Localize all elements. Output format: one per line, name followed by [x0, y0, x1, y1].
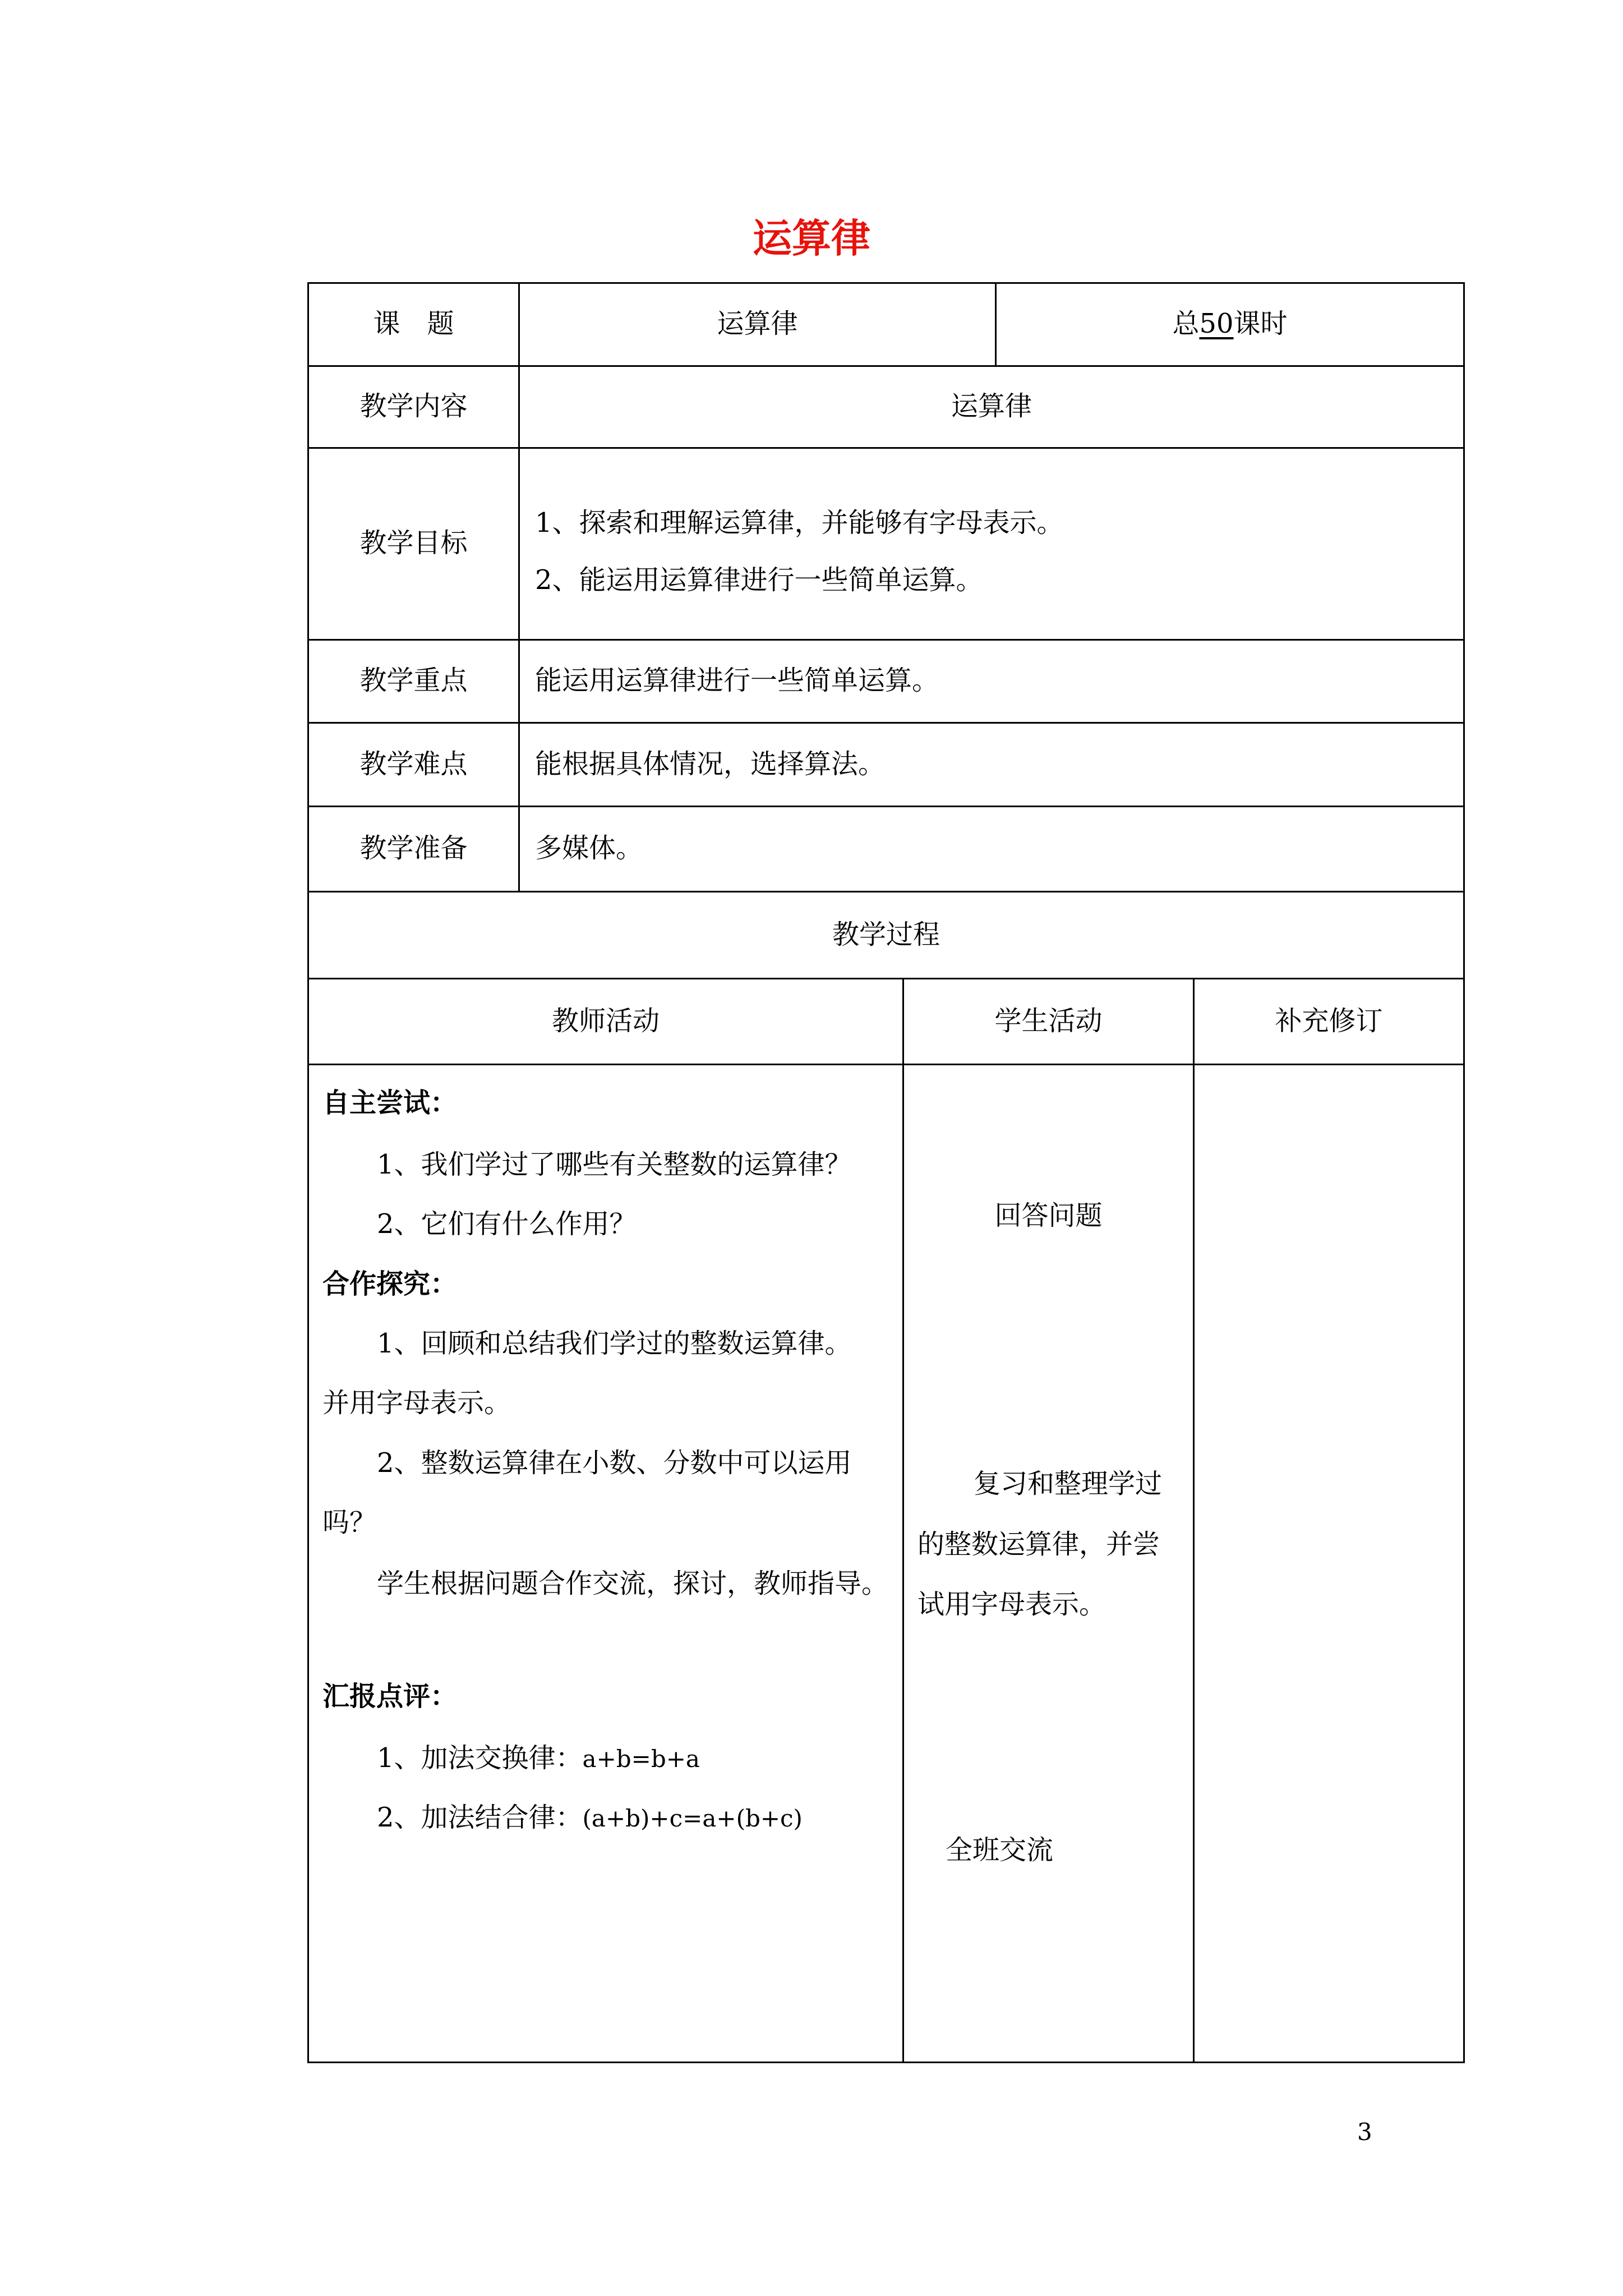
report-item-label: 2、加法结合律：: [377, 1802, 583, 1833]
key-value: 能运用运算律进行一些简单运算。: [535, 665, 939, 696]
student-answer: 回答问题: [994, 1200, 1103, 1231]
student-review-line: 的整数运算律，并尝: [917, 1529, 1160, 1560]
goal-item: 2、能运用运算律进行一些简单运算。: [535, 564, 983, 596]
explore-item-line: 吗？: [322, 1507, 377, 1538]
row-divider: [307, 639, 1465, 641]
report-item-label: 1、加法交换律：: [377, 1742, 583, 1774]
question-item: 1、我们学过了哪些有关整数的运算律？: [377, 1149, 852, 1180]
table-border-right: [1463, 282, 1465, 2063]
total-suffix: 课时: [1233, 308, 1288, 339]
guide-text: 学生根据问题合作交流，探讨，教师指导。: [377, 1568, 889, 1599]
question-item: 2、它们有什么作用？: [377, 1208, 637, 1240]
column-header-student: 学生活动: [994, 1005, 1103, 1037]
row-divider: [307, 365, 1465, 367]
explore-item-line: 并用字母表示。: [322, 1387, 511, 1419]
formula: (a+b)+c=a+(b+c): [582, 1805, 803, 1832]
table-border-bottom: [307, 2062, 1465, 2063]
column-divider: [518, 282, 520, 892]
formula: a+b=b+a: [582, 1745, 700, 1773]
report-item: [377, 1741, 700, 1776]
course-label: 课 题: [373, 308, 454, 339]
total-prefix: 总: [1172, 308, 1200, 339]
self-try-heading: 自主尝试：: [322, 1087, 458, 1119]
row-divider: [307, 806, 1465, 807]
explore-heading: 合作探究：: [322, 1268, 458, 1300]
student-review-line: 试用字母表示。: [917, 1589, 1106, 1620]
explore-item-line: 2、整数运算律在小数、分数中可以运用: [377, 1447, 852, 1479]
column-header-teacher: 教师活动: [551, 1005, 660, 1037]
row-divider: [307, 978, 1465, 979]
total-lessons: [997, 307, 1463, 341]
student-review-line: 复习和整理学过: [974, 1468, 1163, 1499]
table-border-top: [307, 282, 1465, 284]
column-divider: [902, 978, 904, 2063]
goals-label: 教学目标: [359, 527, 468, 559]
difficulty-label: 教学难点: [359, 748, 468, 780]
document-title: 运算律: [753, 215, 870, 261]
row-divider: [307, 891, 1465, 892]
total-number: 50: [1199, 308, 1234, 339]
row-divider: [307, 447, 1465, 449]
page-number: 3: [1357, 2118, 1372, 2146]
explore-item-line: 1、回顾和总结我们学过的整数运算律。: [377, 1328, 852, 1359]
difficulty-value: 能根据具体情况，选择算法。: [535, 748, 886, 780]
row-divider: [307, 1064, 1465, 1065]
prep-value: 多媒体。: [535, 832, 643, 864]
report-item: [377, 1801, 803, 1835]
prep-label: 教学准备: [359, 832, 468, 864]
content-label: 教学内容: [359, 390, 468, 422]
column-divider: [1193, 978, 1195, 2063]
goal-item: 1、探索和理解运算律，并能够有字母表示。: [535, 507, 1064, 539]
process-label: 教学过程: [832, 919, 940, 950]
row-divider: [307, 722, 1465, 724]
column-header-supplement: 补充修订: [1275, 1005, 1383, 1037]
course-value: 运算律: [717, 308, 798, 339]
key-label: 教学重点: [359, 665, 468, 696]
content-value: 运算律: [951, 390, 1032, 422]
report-heading: 汇报点评：: [322, 1681, 458, 1712]
student-exchange: 全班交流: [946, 1834, 1054, 1866]
